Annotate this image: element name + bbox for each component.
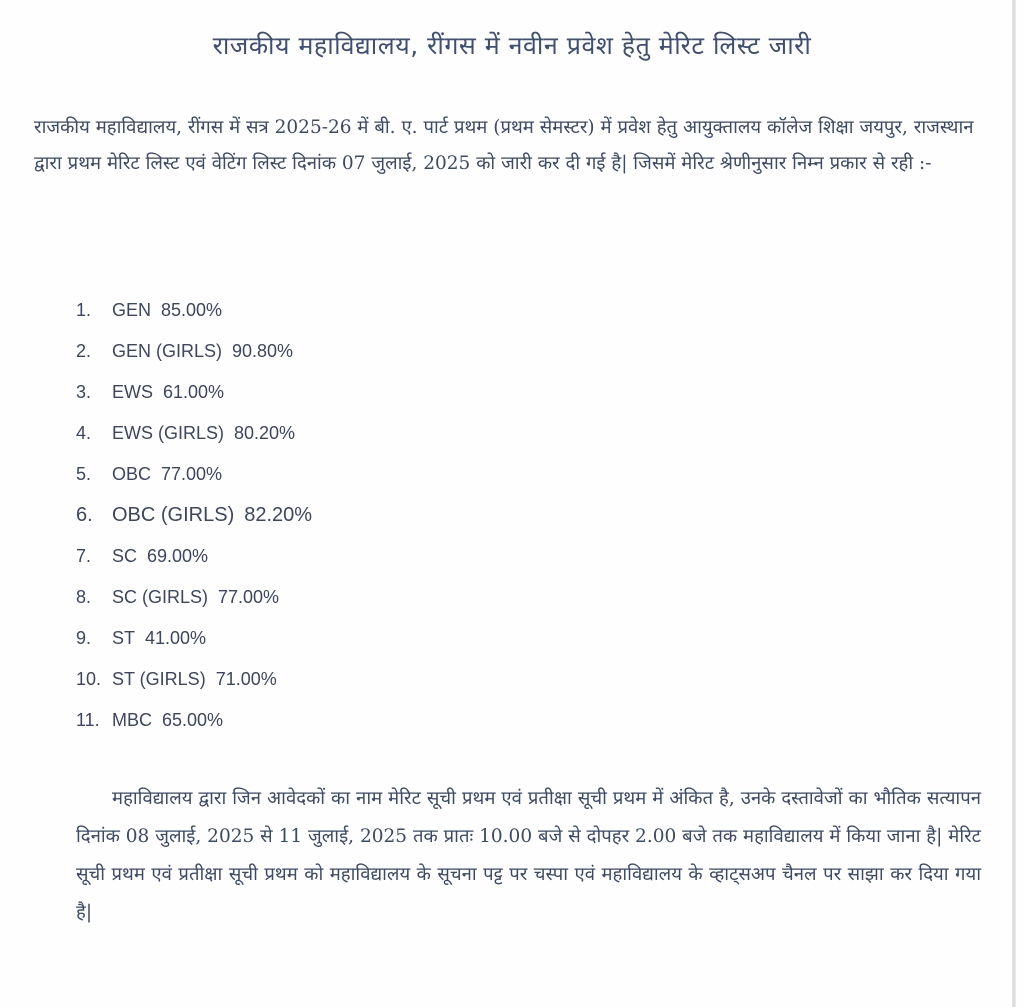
item-category: SC: [112, 546, 138, 566]
item-category: ST (GIRLS): [112, 669, 206, 689]
item-category: GEN: [112, 300, 152, 320]
item-cutoff: 77.00%: [161, 464, 223, 484]
item-number: 5.: [76, 464, 92, 484]
item-cutoff: 82.20%: [244, 504, 313, 526]
page-edge-divider: [1012, 0, 1016, 1007]
item-number: 11.: [76, 710, 100, 730]
item-category: EWS: [112, 382, 154, 402]
item-number: 4.: [76, 423, 92, 443]
item-number: 6.: [76, 504, 93, 526]
list-item: [76, 583, 312, 624]
item-number: 8.: [76, 587, 92, 607]
list-item: [76, 378, 312, 419]
list-item: [76, 706, 312, 747]
item-category: SC (GIRLS): [112, 587, 209, 607]
list-item: [76, 296, 312, 337]
item-cutoff: 77.00%: [218, 587, 280, 607]
intro-paragraph: राजकीय महाविद्यालय, रींगस में सत्र 2025-26 में बी. ए. पार्ट प्रथम (प्रथम सेमस्टर) में प्रवेश हेतु आयुक्तालय कॉलेज शिक्षा जयपुर, राजस्थान द्वारा प्रथम मेरिट लिस्ट एवं वेटिंग लिस्ट दिनांक 07 जुलाई, 2025 को जारी कर दी गई है| जिसमें मेरिट श्रेणीनुसार निम्न प्रकार से रही :-: [34, 117, 974, 174]
item-cutoff: 90.80%: [232, 341, 294, 361]
item-category: OBC: [112, 464, 152, 484]
item-category: MBC: [112, 710, 152, 730]
item-number: 9.: [76, 628, 92, 648]
item-category: OBC (GIRLS): [112, 504, 235, 526]
item-category: GEN (GIRLS): [112, 341, 223, 361]
item-number: 3.: [76, 382, 92, 402]
item-number: 2.: [76, 341, 92, 361]
list-item: [76, 419, 312, 460]
item-number: 10.: [76, 669, 102, 689]
item-cutoff: 85.00%: [161, 300, 223, 320]
list-item: [76, 665, 312, 706]
item-cutoff: 41.00%: [145, 628, 207, 648]
list-item: [76, 542, 312, 583]
item-category: EWS (GIRLS): [112, 423, 225, 443]
item-number: 7.: [76, 546, 92, 566]
merit-list: [76, 296, 312, 747]
item-cutoff: 65.00%: [162, 710, 224, 730]
list-item: [76, 501, 312, 542]
item-cutoff: 61.00%: [163, 382, 225, 402]
item-cutoff: 69.00%: [147, 546, 209, 566]
item-cutoff: 80.20%: [234, 423, 296, 443]
item-number: 1.: [76, 300, 92, 320]
list-item: [76, 337, 312, 378]
item-category: ST: [112, 628, 136, 648]
item-cutoff: 71.00%: [215, 669, 277, 689]
closing-paragraph: महाविद्यालय द्वारा जिन आवेदकों का नाम मेरिट सूची प्रथम एवं प्रतीक्षा सूची प्रथम में अंकित है, उनके दस्तावेजों का भौतिक सत्यापन दिनांक 08 जुलाई, 2025 से 11 जुलाई, 2025 तक प्रातः 10.00 बजे से दोपहर 2.00 बजे तक महाविद्यालय में किया जाना है| मेरिट सूची प्रथम एवं प्रतीक्षा सूची प्रथम को महाविद्यालय के सूचना पट्ट पर चस्पा एवं महाविद्यालय के व्हाट्सअप चैनल पर साझा कर दिया गया है|: [76, 788, 981, 923]
page-title: राजकीय महाविद्यालय, रींगस में नवीन प्रवेश हेतु मेरिट लिस्ट जारी: [212, 31, 812, 60]
list-item: [76, 460, 312, 501]
list-item: [76, 624, 312, 665]
